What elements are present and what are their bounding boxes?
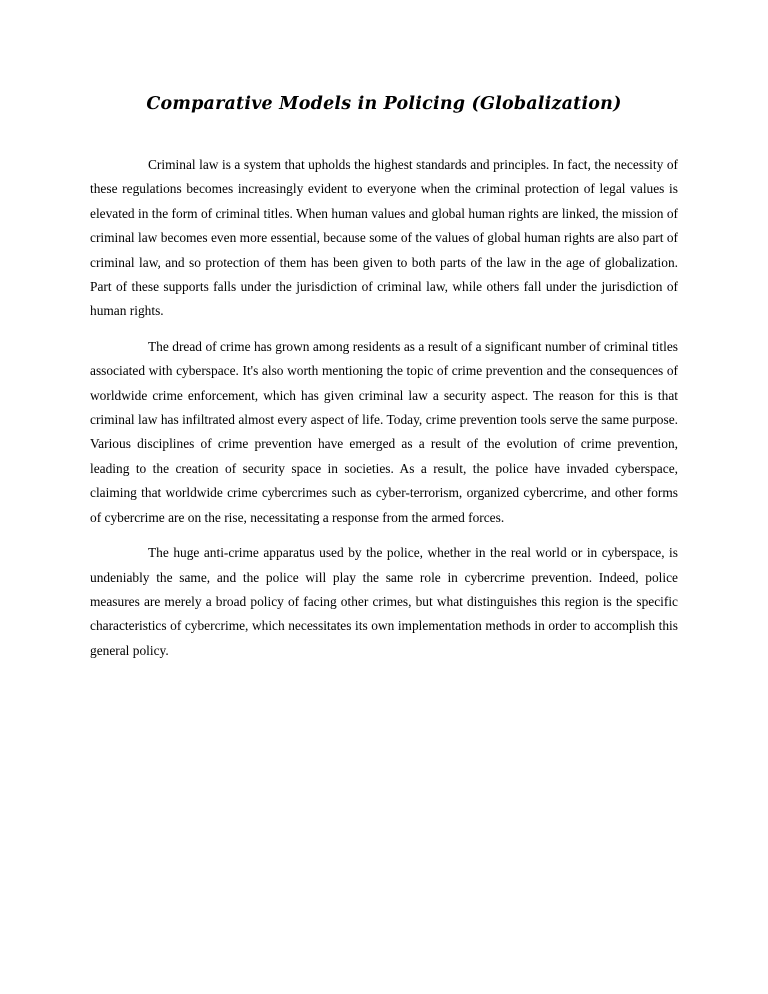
paragraph-3: The huge anti-crime apparatus used by the police, whether in the real world or in cyberspace, is undeniably the same, and the police will play the same role in cybercrime prevention. Indeed, police measures are merely a broad policy of facing other crimes, but what distinguishes this region is the specific characteristics of cybercrime, which necessitates its own implementation methods in order to accomplish this general policy.	[90, 545, 678, 658]
document-body	[90, 153, 678, 674]
document-title: Comparative Models in Policing (Globalization)	[146, 94, 622, 114]
paragraph-2: The dread of crime has grown among residents as a result of a significant number of criminal titles associated with cyberspace. It's also worth mentioning the topic of crime prevention and the consequences of worldwide crime enforcement, which has given criminal law a security aspect. The reason for this is that criminal law has infiltrated almost every aspect of life. Today, crime prevention tools serve the same purpose. Various disciplines of crime prevention have emerged as a result of the evolution of crime prevention, leading to the creation of security space in societies. As a result, the police have invaded cyberspace, claiming that worldwide crime cybercrimes such as cyber-terrorism, organized cybercrime, and other forms of cybercrime are on the rise, necessitating a response from the armed forces.	[90, 338, 678, 525]
paragraph-1: Criminal law is a system that upholds the highest standards and principles. In fact, the necessity of these regulations becomes increasingly evident to everyone when the criminal protection of legal values is elevated in the form of criminal titles. When human values and global human rights are linked, the mission of criminal law becomes even more essential, because some of the values of global human rights are also part of criminal law, and so protection of them has been given to both parts of the law in the age of globalization. Part of these supports falls under the jurisdiction of criminal law, while others fall under the jurisdiction of human rights.	[90, 157, 678, 319]
